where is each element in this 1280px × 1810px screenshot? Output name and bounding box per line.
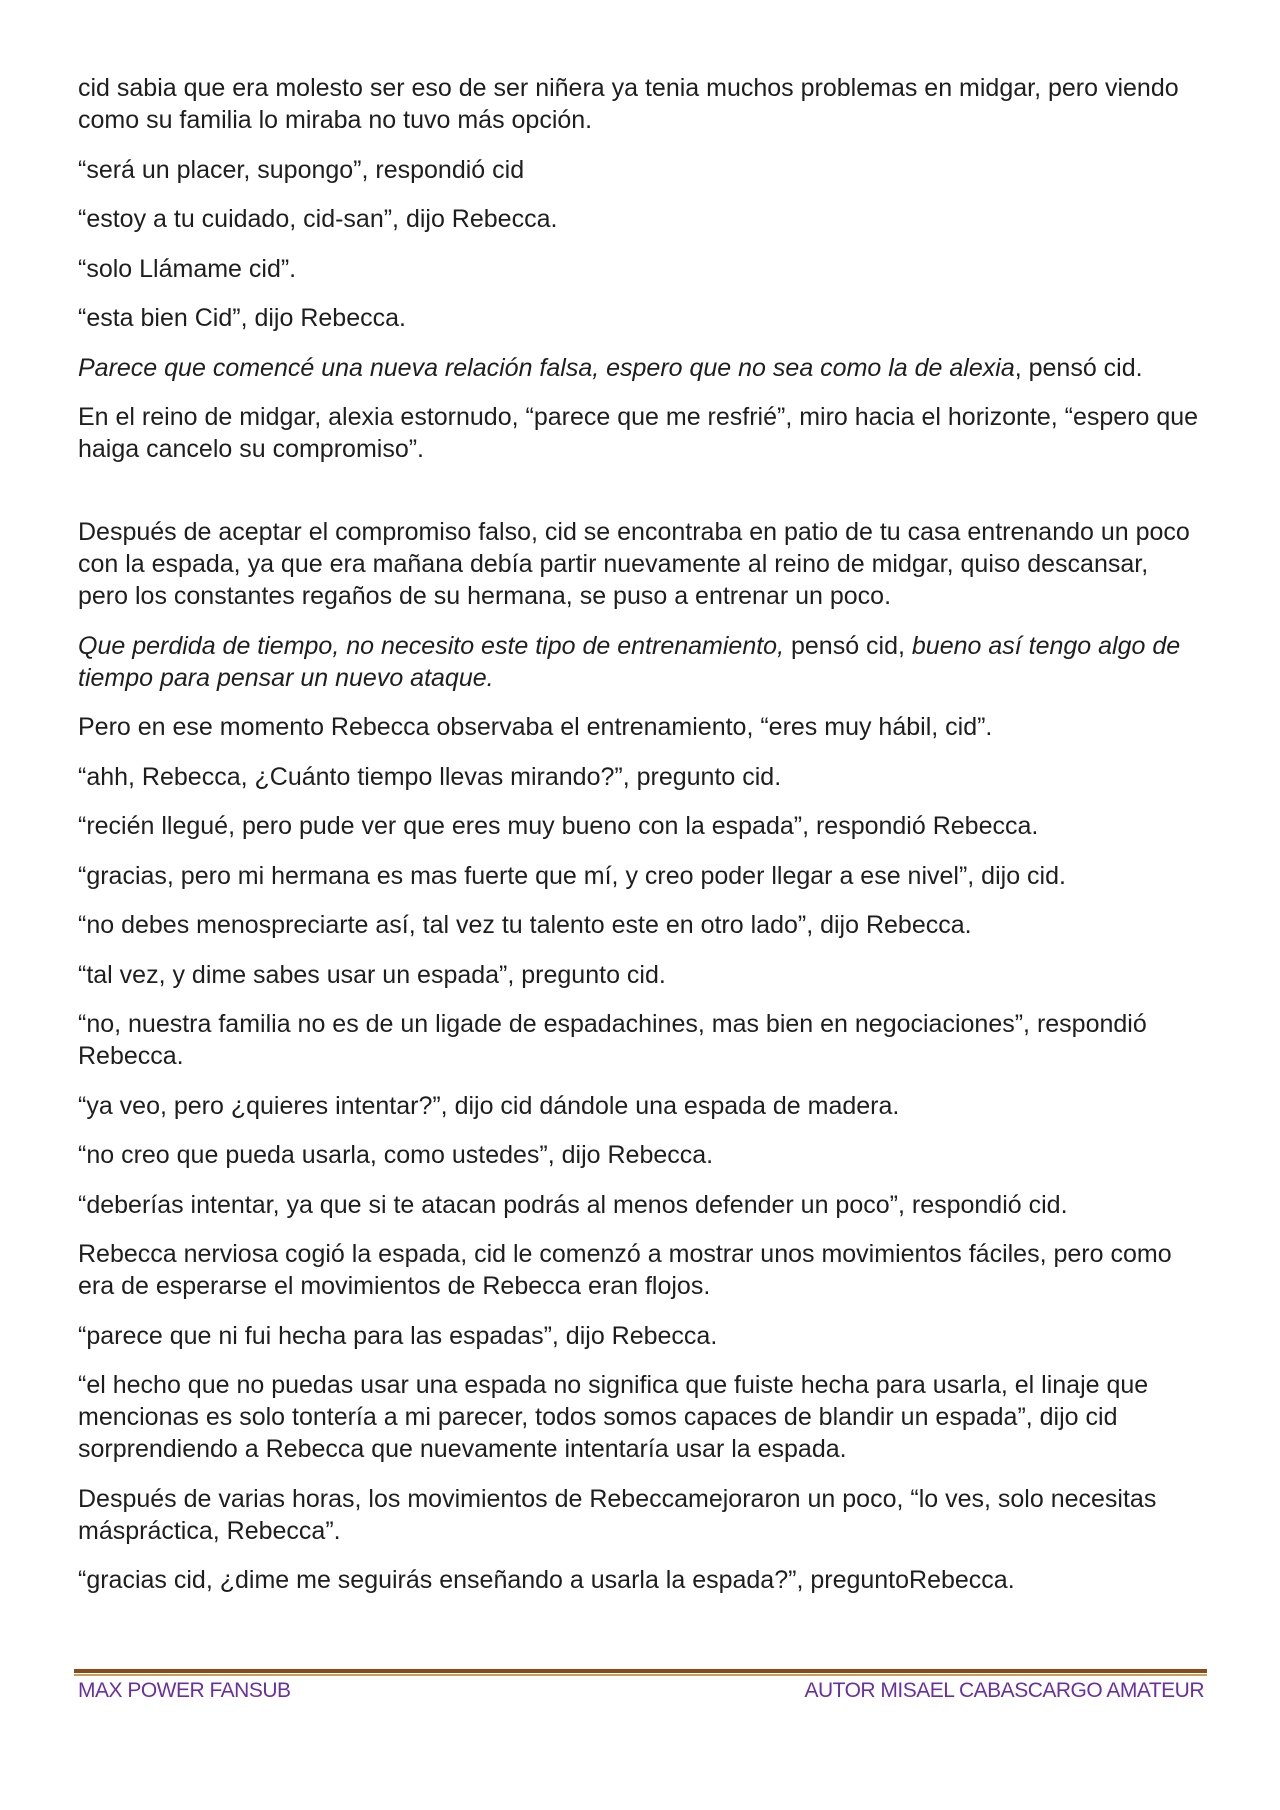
paragraph [78, 810, 1203, 842]
text-run: “gracias cid, ¿dime me seguirás enseñando a usarla la espada?”, preguntoRebecca. [78, 1566, 1015, 1594]
paragraph [78, 72, 1203, 136]
italic-text: Parece que comencé una nueva relación falsa, espero que no sea como la de alexia [78, 353, 1015, 382]
text-run: “no debes menospreciarte así, tal vez tu talento este en otro lado”, dijo Rebecca. [78, 911, 972, 939]
text-run: , pensó cid. [1014, 353, 1143, 382]
italic-text: Que perdida de tiempo, no necesito este tipo de entrenamiento, [78, 631, 785, 660]
paragraph [78, 1008, 1203, 1072]
paragraph [78, 516, 1203, 612]
footer-divider [74, 1669, 1207, 1677]
text-run: “no creo que pueda usarla, como ustedes”, dijo Rebecca. [78, 1141, 714, 1169]
text-run: Después de varias horas, los movimientos de Rebeccamejoraron un poco, “lo ves, solo necesitas máspráctica, Rebecca”. [78, 1484, 1157, 1545]
document-body [78, 72, 1203, 1614]
text-run: “ahh, Rebecca, ¿Cuánto tiempo llevas mirando?”, pregunto cid. [78, 762, 782, 791]
text-run: “el hecho que no puedas usar una espada no significa que fuiste hecha para usarla, el linaje que mencionas es solo tontería a mi parecer, todos somos capaces de blandir un espada”, dijo cid sorprendiendo a Rebecca que nuevamente intentaría usar la espada. [78, 1371, 1149, 1463]
paragraph [78, 302, 1203, 334]
paragraph [78, 761, 1203, 793]
text-run: “solo Llámame cid”. [78, 254, 297, 283]
italic-text: bueno así tengo algo de tiempo para pensar un nuevo ataque. [78, 631, 1181, 692]
text-run: cid sabia que era molesto ser eso de ser niñera ya tenia muchos problemas en midgar, pero viendo como su familia lo miraba no tuvo más opción. [78, 74, 1179, 134]
text-run: En el reino de midgar, alexia estornudo, “parece que me resfrié”, miro hacia el horizonte, “espero que haiga cancelo su compromiso”. [78, 403, 1199, 463]
text-run: “gracias, pero mi hermana es mas fuerte que mí, y creo poder llegar a ese nivel”, dijo cid. [78, 861, 1066, 890]
paragraph [78, 154, 1203, 186]
paragraph [78, 909, 1203, 941]
paragraph [78, 253, 1203, 285]
text-run: Pero en ese momento Rebecca observaba el entrenamiento, “eres muy hábil, cid”. [78, 713, 993, 741]
text-run: “esta bien Cid”, dijo Rebecca. [78, 304, 406, 332]
footer-author: AUTOR MISAEL CABASCARGO AMATEUR [804, 1679, 1204, 1702]
text-run: “estoy a tu cuidado, cid-san”, dijo Rebecca. [78, 205, 558, 233]
paragraph [78, 711, 1203, 743]
text-run: pensó cid, [784, 631, 912, 660]
paragraph [78, 1139, 1203, 1171]
text-run: “parece que ni fui hecha para las espadas”, dijo Rebecca. [78, 1321, 718, 1350]
paragraph [78, 1189, 1203, 1221]
text-run: “tal vez, y dime sabes usar un espada”, pregunto cid. [78, 960, 666, 989]
paragraph [78, 203, 1203, 235]
paragraph [78, 352, 1203, 384]
paragraph [78, 401, 1203, 465]
paragraph [78, 959, 1203, 991]
paragraph [78, 1238, 1203, 1302]
text-run: “recién llegué, pero pude ver que eres muy bueno con la espada”, respondió Rebecca. [78, 812, 1039, 840]
paragraph [78, 630, 1203, 694]
paragraph [78, 1564, 1203, 1596]
text-run: “será un placer, supongo”, respondió cid [78, 155, 525, 184]
paragraph [78, 1483, 1203, 1547]
text-run: “deberías intentar, ya que si te atacan podrás al menos defender un poco”, respondió cid. [78, 1190, 1068, 1219]
paragraph [78, 860, 1203, 892]
footer-publisher: MAX POWER FANSUB [78, 1679, 291, 1702]
text-run: “ya veo, pero ¿quieres intentar?”, dijo cid dándole una espada de madera. [78, 1091, 900, 1120]
text-run: Después de aceptar el compromiso falso, cid se encontraba en patio de tu casa entrenando un poco con la espada, ya que era mañana debía partir nuevamente al reino de midgar, quiso descansar, pero los constantes regaños de su hermana, se puso a entrenar un poco. [78, 518, 1190, 610]
paragraph [78, 1369, 1203, 1465]
text-run: “no, nuestra familia no es de un ligade de espadachines, mas bien en negociaciones”, respondió Rebecca. [78, 1010, 1147, 1070]
paragraph [78, 1090, 1203, 1122]
text-run: Rebecca nerviosa cogió la espada, cid le comenzó a mostrar unos movimientos fáciles, pero como era de esperarse el movimientos de Rebecca eran flojos. [78, 1240, 1172, 1300]
paragraph [78, 1320, 1203, 1352]
page-footer [78, 1679, 1204, 1709]
